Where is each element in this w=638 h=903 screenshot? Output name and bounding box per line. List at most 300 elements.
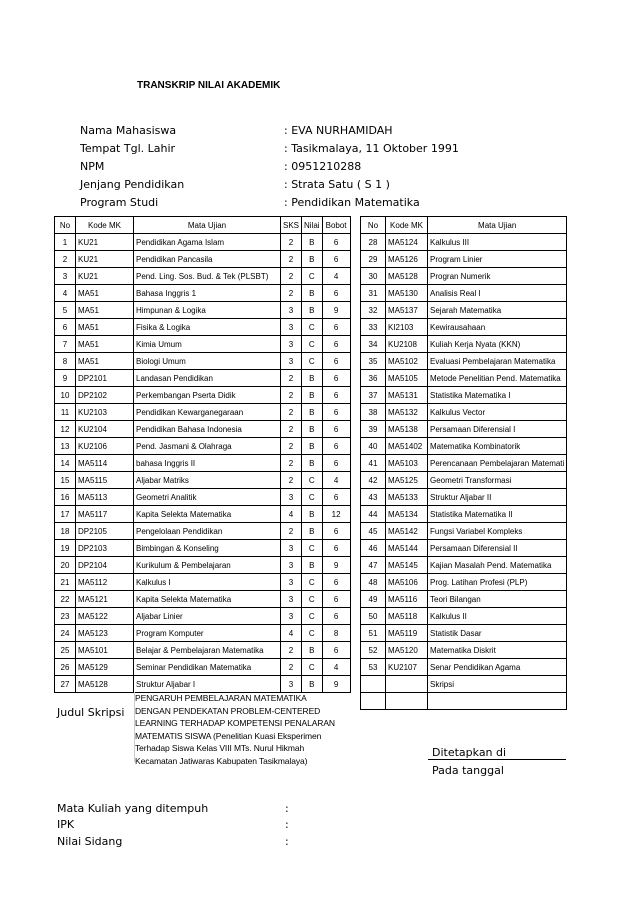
ditetapkan-label: Ditetapkan di: [432, 746, 507, 759]
table-row: [361, 285, 567, 302]
skripsi-title-line: LEARNING TERHADAP KOMPETENSI PENALARAN: [135, 718, 335, 728]
table-cell: B: [302, 506, 323, 523]
table-cell: Kapita Selekta Matematika: [134, 591, 281, 608]
header-nilai: Nilai: [302, 217, 323, 234]
table-cell: C: [302, 353, 323, 370]
table-cell: 2: [281, 251, 302, 268]
table-cell: 2: [281, 285, 302, 302]
table-cell: 4: [322, 268, 350, 285]
table-cell: 6: [322, 523, 350, 540]
table-cell: 6: [322, 489, 350, 506]
table-cell: 51: [361, 625, 386, 642]
table-cell: 6: [322, 455, 350, 472]
table-cell: 20: [55, 557, 76, 574]
table-cell: 6: [322, 387, 350, 404]
table-cell: 6: [322, 251, 350, 268]
table-row: [361, 489, 567, 506]
table-cell: 8: [322, 625, 350, 642]
table-cell: 13: [55, 438, 76, 455]
table-cell: Persamaan Diferensial I: [428, 421, 567, 438]
table-cell: MA5131: [386, 387, 428, 404]
table-cell: 46: [361, 540, 386, 557]
header-no: No: [361, 217, 386, 234]
table-cell: 2: [55, 251, 76, 268]
table-cell: MA5117: [76, 506, 134, 523]
table-cell: MA5101: [76, 642, 134, 659]
table-cell: KU2104: [76, 421, 134, 438]
table-row: [55, 438, 351, 455]
table-cell: Bahasa Inggris 1: [134, 285, 281, 302]
header-sks: SKS: [281, 217, 302, 234]
table-cell: 6: [322, 438, 350, 455]
table-row: [55, 404, 351, 421]
table-cell: C: [302, 608, 323, 625]
table-cell: 3: [281, 336, 302, 353]
table-cell: MA5128: [76, 676, 134, 693]
table-cell: B: [302, 455, 323, 472]
table-cell: DP2105: [76, 523, 134, 540]
table-cell: Seminar Pendidikan Matematika: [134, 659, 281, 676]
table-cell: DP2101: [76, 370, 134, 387]
table-cell: Fisika & Logika: [134, 319, 281, 336]
table-cell: 48: [361, 574, 386, 591]
table-row: [361, 234, 567, 251]
table-cell: 42: [361, 472, 386, 489]
table-cell: 2: [281, 370, 302, 387]
table-cell: 9: [322, 676, 350, 693]
table-cell: 18: [55, 523, 76, 540]
table-cell: Biologi Umum: [134, 353, 281, 370]
table-cell: MA5113: [76, 489, 134, 506]
table-cell: 3: [281, 557, 302, 574]
table-cell: 6: [322, 608, 350, 625]
table-cell: 2: [281, 455, 302, 472]
table-cell: 35: [361, 353, 386, 370]
table-cell: C: [302, 268, 323, 285]
table-cell: 52: [361, 642, 386, 659]
table-cell: 6: [322, 319, 350, 336]
name-label: Nama Mahasiswa: [80, 124, 177, 137]
table-cell: 3: [281, 540, 302, 557]
table-cell: MA5144: [386, 540, 428, 557]
table-cell: 22: [55, 591, 76, 608]
table-row: [361, 574, 567, 591]
table-cell: 40: [361, 438, 386, 455]
table-cell: Prog. Latihan Profesi (PLP): [428, 574, 567, 591]
table-cell: 6: [322, 336, 350, 353]
table-cell: B: [302, 421, 323, 438]
table-cell: B: [302, 387, 323, 404]
table-cell: 3: [281, 591, 302, 608]
table-row: [361, 455, 567, 472]
table-cell: 30: [361, 268, 386, 285]
table-cell: MA51402: [386, 438, 428, 455]
table-cell: 2: [281, 523, 302, 540]
table-cell: Pend. Ling. Sos. Bud. & Tek (PLSBT): [134, 268, 281, 285]
table-row: [55, 455, 351, 472]
table-cell: MA5115: [76, 472, 134, 489]
skripsi-title-line: Kecamatan Jatiwaras Kabupaten Tasikmalaya): [135, 755, 308, 766]
table-cell: MA5126: [386, 251, 428, 268]
table-cell: Pendidikan Pancasila: [134, 251, 281, 268]
table-row: [55, 642, 351, 659]
table-cell: [386, 676, 428, 693]
ipk-colon: :: [285, 818, 289, 831]
table-cell: C: [302, 336, 323, 353]
table-cell: KU21: [76, 268, 134, 285]
skripsi-title: [135, 692, 355, 767]
table-row: [361, 302, 567, 319]
table-row: [361, 472, 567, 489]
table-cell: 6: [322, 421, 350, 438]
table-cell: 27: [55, 676, 76, 693]
courses-label: Mata Kuliah yang ditempuh: [57, 802, 209, 815]
table-cell: 10: [55, 387, 76, 404]
table-cell: 32: [361, 302, 386, 319]
table-cell: 26: [55, 659, 76, 676]
table-cell: 3: [281, 574, 302, 591]
table-cell: MA5142: [386, 523, 428, 540]
table-cell: MA5114: [76, 455, 134, 472]
table-cell: KU2108: [386, 336, 428, 353]
table-cell: Perkembangan Pserta Didik: [134, 387, 281, 404]
table-cell: 6: [322, 642, 350, 659]
table-cell: MA5145: [386, 557, 428, 574]
table-cell: Kalkulus I: [134, 574, 281, 591]
header-mata-ujian: Mata Ujian: [134, 217, 281, 234]
grades-table-left: [54, 216, 351, 693]
table-cell: 4: [55, 285, 76, 302]
table-cell: Pend. Jasmani & Olahraga: [134, 438, 281, 455]
table-cell: Progran Numerik: [428, 268, 567, 285]
table-cell: MA5105: [386, 370, 428, 387]
table-row: [55, 523, 351, 540]
table-cell: [386, 693, 428, 710]
table-cell: 34: [361, 336, 386, 353]
program-label: Program Studi: [80, 196, 159, 209]
table-cell: MA5116: [386, 591, 428, 608]
table-cell: 39: [361, 421, 386, 438]
table-cell: [428, 693, 567, 710]
ipk-label: IPK: [57, 818, 75, 831]
table-cell: Bimbingan & Konseling: [134, 540, 281, 557]
table-cell: 45: [361, 523, 386, 540]
grades-table-right: [360, 216, 567, 710]
table-cell: Kalkulus III: [428, 234, 567, 251]
table-cell: Analisis Real I: [428, 285, 567, 302]
table-cell: 1: [55, 234, 76, 251]
table-cell: MA51: [76, 336, 134, 353]
table-cell: Program Linier: [428, 251, 567, 268]
table-cell: 3: [55, 268, 76, 285]
table-cell: MA5128: [386, 268, 428, 285]
table-row: [55, 302, 351, 319]
table-cell: Geometri Analitik: [134, 489, 281, 506]
table-cell: 2: [281, 472, 302, 489]
table-row: [55, 387, 351, 404]
table-cell: MA5123: [76, 625, 134, 642]
table-cell: MA5112: [76, 574, 134, 591]
table-cell: 2: [281, 404, 302, 421]
table-cell: 12: [322, 506, 350, 523]
table-row: [361, 370, 567, 387]
table-cell: KU2103: [76, 404, 134, 421]
table-cell: 21: [55, 574, 76, 591]
table-cell: MA5122: [76, 608, 134, 625]
table-cell: 15: [55, 472, 76, 489]
table-cell: 6: [322, 234, 350, 251]
table-cell: Persamaan Diferensial II: [428, 540, 567, 557]
table-cell: MA51: [76, 302, 134, 319]
table-cell: MA51: [76, 319, 134, 336]
table-cell: MA5130: [386, 285, 428, 302]
courses-colon: :: [285, 802, 289, 815]
table-cell: MA5129: [76, 659, 134, 676]
table-cell: B: [302, 285, 323, 302]
birth-label: Tempat Tgl. Lahir: [80, 142, 176, 155]
table-cell: Struktur Aljabar I: [134, 676, 281, 693]
table-cell: MA5134: [386, 506, 428, 523]
table-cell: 8: [55, 353, 76, 370]
table-cell: Kimia Umum: [134, 336, 281, 353]
table-cell: 31: [361, 285, 386, 302]
table-row: [55, 557, 351, 574]
table-cell: Perencanaan Pembelajaran Matemati: [428, 455, 567, 472]
table-cell: C: [302, 489, 323, 506]
table-cell: MA5137: [386, 302, 428, 319]
table-cell: 3: [281, 608, 302, 625]
sign-line-1: [428, 759, 566, 760]
table-cell: MA5120: [386, 642, 428, 659]
table-cell: 7: [55, 336, 76, 353]
table-cell: MA51: [76, 285, 134, 302]
table-row: [361, 506, 567, 523]
table-cell: Senar Pendidikan Agama: [428, 659, 567, 676]
table-cell: Metode Penelitian Pend. Matematika: [428, 370, 567, 387]
birth-value: : Tasikmalaya, 11 Oktober 1991: [284, 142, 459, 155]
table-cell: Statistika Matematika II: [428, 506, 567, 523]
table-cell: 9: [322, 557, 350, 574]
table-cell: Aljabar Matriks: [134, 472, 281, 489]
table-row: [361, 523, 567, 540]
table-cell: Kalkulus II: [428, 608, 567, 625]
table-cell: KU2106: [76, 438, 134, 455]
table-cell: 9: [55, 370, 76, 387]
table-cell: 2: [281, 387, 302, 404]
table-row: [55, 234, 351, 251]
skripsi-title-line: MATEMATIS SISWA (Penelitian Kuasi Eksperimen: [135, 730, 322, 741]
table-row: [361, 421, 567, 438]
table-cell: KU2107: [386, 659, 428, 676]
table-cell: 6: [322, 353, 350, 370]
table-cell: KU21: [76, 234, 134, 251]
table-cell: 16: [55, 489, 76, 506]
skripsi-title-line: PENGARUH PEMBELAJARAN MATEMATIKA: [135, 693, 307, 703]
table-cell: 6: [322, 285, 350, 302]
table-cell: 2: [281, 438, 302, 455]
table-cell: 47: [361, 557, 386, 574]
table-cell: 25: [55, 642, 76, 659]
table-cell: B: [302, 234, 323, 251]
table-cell: C: [302, 319, 323, 336]
table-cell: [361, 676, 386, 693]
table-cell: B: [302, 676, 323, 693]
table-row: [361, 557, 567, 574]
table-cell: 49: [361, 591, 386, 608]
header-bobot: Bobot: [322, 217, 350, 234]
table-cell: 6: [322, 370, 350, 387]
table-row: [55, 574, 351, 591]
header-mata-ujian: Mata Ujian: [428, 217, 567, 234]
table-row: [361, 659, 567, 676]
table-cell: C: [302, 659, 323, 676]
table-cell: MA5132: [386, 404, 428, 421]
table-cell: 2: [281, 642, 302, 659]
table-row: [55, 489, 351, 506]
table-cell: B: [302, 523, 323, 540]
table-row: [361, 319, 567, 336]
table-cell: MA5125: [386, 472, 428, 489]
table-cell: 2: [281, 659, 302, 676]
table-cell: 2: [281, 421, 302, 438]
table-cell: MA5103: [386, 455, 428, 472]
table-cell: [361, 693, 386, 710]
table-cell: 5: [55, 302, 76, 319]
table-cell: 53: [361, 659, 386, 676]
table-cell: Pendidikan Kewarganegaraan: [134, 404, 281, 421]
table-row: [361, 676, 567, 693]
npm-label: NPM: [80, 160, 105, 173]
table-row: [55, 268, 351, 285]
table-cell: MA51: [76, 353, 134, 370]
page-title: TRANSKRIP NILAI AKADEMIK: [137, 80, 281, 91]
table-cell: Matematika Kombinatorik: [428, 438, 567, 455]
table-cell: Aljabar Linier: [134, 608, 281, 625]
table-cell: Sejarah Matematika: [428, 302, 567, 319]
name-value: : EVA NURHAMIDAH: [284, 124, 393, 137]
table-row: [361, 336, 567, 353]
table-cell: 3: [281, 302, 302, 319]
table-cell: 9: [322, 302, 350, 319]
table-row: [55, 608, 351, 625]
table-cell: MA5121: [76, 591, 134, 608]
table-cell: MA5118: [386, 608, 428, 625]
table-cell: MA5124: [386, 234, 428, 251]
table-cell: Pendidikan Agama Islam: [134, 234, 281, 251]
table-cell: 41: [361, 455, 386, 472]
table-row: [55, 625, 351, 642]
table-cell: Kalkulus Vector: [428, 404, 567, 421]
table-row: [361, 693, 567, 710]
table-row: [55, 319, 351, 336]
table-cell: 14: [55, 455, 76, 472]
table-row: [55, 353, 351, 370]
table-cell: MA5138: [386, 421, 428, 438]
table-cell: C: [302, 472, 323, 489]
level-value: : Strata Satu ( S 1 ): [284, 178, 390, 191]
table-cell: MA5106: [386, 574, 428, 591]
table-cell: B: [302, 557, 323, 574]
table-cell: B: [302, 642, 323, 659]
table-cell: C: [302, 591, 323, 608]
table-cell: KI2103: [386, 319, 428, 336]
table-cell: 43: [361, 489, 386, 506]
tanggal-label: Pada tanggal: [432, 764, 504, 777]
table-cell: Landasan Pendidikan: [134, 370, 281, 387]
table-cell: B: [302, 302, 323, 319]
table-cell: Kurikulum & Pembelajaran: [134, 557, 281, 574]
program-value: : Pendidikan Matematika: [284, 196, 420, 209]
table-cell: B: [302, 404, 323, 421]
npm-value: : 0951210288: [284, 160, 362, 173]
table-cell: MA5133: [386, 489, 428, 506]
table-row: [55, 370, 351, 387]
table-cell: 6: [322, 574, 350, 591]
table-row: [55, 421, 351, 438]
table-cell: 6: [55, 319, 76, 336]
table-cell: DP2104: [76, 557, 134, 574]
sidang-label: Nilai Sidang: [57, 835, 123, 848]
table-row: [55, 591, 351, 608]
table-row: [361, 387, 567, 404]
table-row: [55, 251, 351, 268]
table-cell: 29: [361, 251, 386, 268]
table-cell: DP2103: [76, 540, 134, 557]
table-cell: Belajar & Pembelajaran Matematika: [134, 642, 281, 659]
table-cell: 6: [322, 540, 350, 557]
table-cell: B: [302, 438, 323, 455]
table-header-row: [55, 217, 351, 234]
table-cell: 36: [361, 370, 386, 387]
table-cell: Kajian Masalah Pend. Matematika: [428, 557, 567, 574]
table-row: [55, 472, 351, 489]
table-row: [361, 608, 567, 625]
table-cell: 44: [361, 506, 386, 523]
table-cell: Kewirausahaan: [428, 319, 567, 336]
skripsi-title-line: DENGAN PENDEKATAN PROBLEM-CENTERED: [135, 705, 321, 716]
table-cell: 3: [281, 489, 302, 506]
table-row: [55, 285, 351, 302]
table-row: [361, 404, 567, 421]
header-no: No: [55, 217, 76, 234]
skripsi-title-line: Terhadap Siswa Kelas VIII MTs. Nurul Hikmah: [135, 743, 305, 753]
table-cell: 33: [361, 319, 386, 336]
table-cell: 3: [281, 353, 302, 370]
table-cell: MA5119: [386, 625, 428, 642]
table-row: [361, 251, 567, 268]
table-cell: 19: [55, 540, 76, 557]
table-cell: Geometri Transformasi: [428, 472, 567, 489]
table-row: [55, 676, 351, 693]
level-label: Jenjang Pendidikan: [80, 178, 185, 191]
table-cell: C: [302, 574, 323, 591]
table-cell: Program Komputer: [134, 625, 281, 642]
table-cell: 11: [55, 404, 76, 421]
table-row: [55, 659, 351, 676]
table-cell: 50: [361, 608, 386, 625]
table-row: [361, 268, 567, 285]
table-cell: 6: [322, 404, 350, 421]
table-cell: 37: [361, 387, 386, 404]
table-cell: bahasa Inggris II: [134, 455, 281, 472]
table-row: [361, 591, 567, 608]
table-row: [55, 336, 351, 353]
header-kode-mk: Kode MK: [76, 217, 134, 234]
table-cell: Pendidikan Bahasa Indonesia: [134, 421, 281, 438]
table-cell: 4: [322, 472, 350, 489]
table-header-row: [361, 217, 567, 234]
table-cell: 4: [281, 625, 302, 642]
